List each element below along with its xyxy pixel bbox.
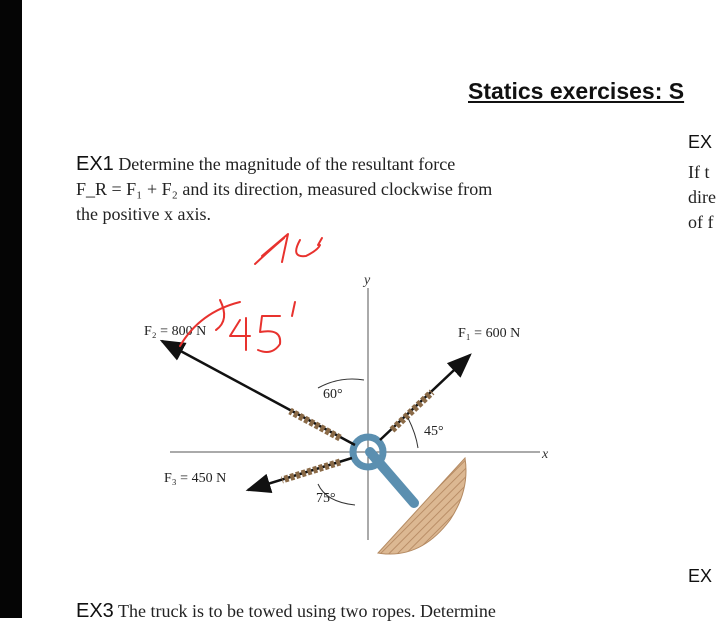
angle-45-arc [408,418,418,448]
angle-45-label: 45° [424,424,444,439]
exercise-4-label: EX [688,566,713,586]
exercise-1-line-2: F_R = F₁ + F₂ and its direction, measured clockwise from [76,179,493,199]
exercise-3-text: The truck is to be towed using two ropes. Determine [118,601,496,621]
f1-label: F₁ = 600 N [458,326,521,341]
y-axis-label: y [364,273,371,288]
angle-60-label: 60° [323,387,343,402]
exercise-1-line-3: the positive x axis. [76,204,211,224]
angle-75-label: 75° [316,491,336,506]
f3-label: F₃ = 450 N [164,471,227,486]
exercise-2-line-3: of f [688,212,714,232]
exercise-2-line-2: dire [688,187,716,207]
exercise-2-line-1: If t [688,162,710,182]
exercise-3-label: EX3 [76,600,114,622]
exercise-1-label: EX1 [76,153,114,175]
exercise-1-line-1: Determine the magnitude of the resultant force [118,154,456,174]
page-title: Statics exercises: S [468,78,685,104]
f2-label: F₂ = 800 N [144,324,207,339]
x-axis-label: x [542,447,549,462]
exercise-2-label: EX [688,132,713,152]
f3-rope [282,462,340,480]
